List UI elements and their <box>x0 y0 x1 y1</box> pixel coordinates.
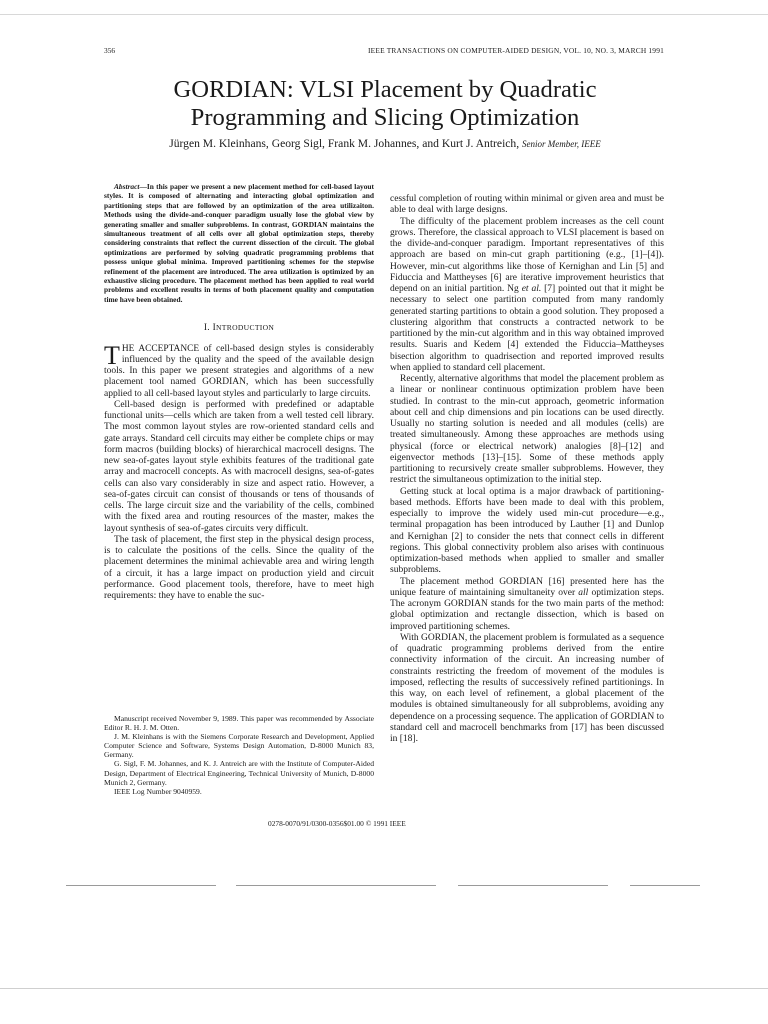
scan-line-4 <box>630 885 700 886</box>
scan-line-2 <box>236 885 436 886</box>
page-number: 356 <box>104 46 116 55</box>
body-paragraph-1: The difficulty of the placement problem increases as the cell count grows. Therefore, the classical approach to VLSI placement is based on the divide-and-conquer paradigm. Important representatives of this approach are based on min-cut graph partitioning (e.g., [1]–[4]). However, min-cut algorithms like those of Kernighan and Lin [5] and Fiduccia and Mattheyses [6] are iterative improvement heuristics that depend on an initial partition. Ng et al. [7] pointed out that it might be necessary to select one partition computed from many randomly generated starting partitions to obtain a good solution. They proposed a clustering algorithm that constructs a contracted network to be partitioned by the min-cut algorithm and in this way obtained improved results. Suaris and Kedem [4] extended the Fiduccia–Mattheyses bisection algorithm to quadrisection and reported improved results when applied to standard cell placement. <box>390 216 664 373</box>
footnotes <box>104 714 374 796</box>
footnote-affiliations: G. Sigl, F. M. Johannes, and K. J. Antreich are with the Institute of Computer-Aided Design, Department of Electrical Engineering, Technical University of Munich, D-8000 Munich 2, Germany. <box>104 759 374 787</box>
continued-paragraph: cessful completion of routing within minimal or given area and must be able to deal with large designs. <box>390 194 664 216</box>
left-column <box>104 182 374 602</box>
intro-paragraph-2: Cell-based design is performed with predefined or adaptable functional units—cells which are taken from a well tested cell library. The most common layout styles are row-oriented standard cells and gate arrays. Standard cell circuits may either be complete chips or may form macros (building blocks) of hierarchical macrocell designs. The new sea-of-gates layout style exhibits features of the traditional gate array and macrocell concepts. As with macrocell designs, sea-of-gates cells can also vary considerably in size and aspect ratio. However, a sea-of-gates circuit can consist of thousands or tens of thousands of cells. The large circuit size and the variability of the cells, combined with the fixed area and routing resources of the master, makes the layout synthesis of sea-of-gates circuits very difficult. <box>104 399 374 534</box>
author-names: Jürgen M. Kleinhans, Georg Sigl, Frank M. Johannes, and Kurt J. Antreich, <box>169 137 520 150</box>
body-paragraph-5: With GORDIAN, the placement problem is formulated as a sequence of quadratic programming problems derived from the entire connectivity information of the circuit. An increasing number of constraints restricting the freedom of movement of the modules is imposed, reflecting the results of successively refined partitionings. In this way, on each level of refinement, a global placement of the modules is obtained simultaneously for all subproblems, avoiding any dependence on a processing sequence. The application of GORDIAN to standard cell and macrocell benchmarks from [17] has been discussed in [18]. <box>390 632 664 744</box>
section-heading-introduction: I. INTRODUCTION <box>203 323 275 334</box>
scan-line-3 <box>458 885 608 886</box>
abstract <box>104 182 374 304</box>
intro-paragraph-1: THE ACCEPTANCE of cell-based design styles is considerably influenced by the quality and the speed of the available design tools. In this paper we present strategies and algorithms of a new placement tool named GORDIAN, which has been successfully applied to all cell-based layout styles and particularly to large circuits. <box>104 340 374 399</box>
body-paragraph-2: Recently, alternative algorithms that model the placement problem as a linear or nonlinear continuous optimization problem have been studied. In contrast to the min-cut approach, geometric information about cell and chip dimensions and pin locations can be used directly. Usually no starting solution is needed and all modules (cells) are treated simultaneously. Among these approaches are methods using physical (force or electrical network) analogies [8]–[12] and eigenvector methods [13]–[15]. Some of these methods apply partitioning to recursively create smaller subproblems. However, they restrict the simultaneous optimization to the initial step. <box>390 374 664 486</box>
intro-paragraph-3: The task of placement, the first step in the physical design process, is to calculate the positions of the cells. Since the quality of the placement determines the minimal achievable area and wiring length of a circuit, it has a large impact on production yield and circuit performance. Good placement tools, therefore, have to meet high requirements: they have to enable the suc- <box>104 534 374 602</box>
footnote-log-number: IEEE Log Number 9040959. <box>114 786 202 796</box>
author-membership: Senior Member, IEEE <box>522 139 601 149</box>
title-line-2: Programming and Slicing Optimization <box>190 104 580 131</box>
running-header <box>104 46 664 58</box>
lead-caps: HE ACCEPTANCE <box>121 343 200 354</box>
paper-title <box>80 76 690 132</box>
copyright-line: 0278-0070/91/0300-0356$01.00 © 1991 IEEE <box>268 819 406 828</box>
title-line-1: GORDIAN: VLSI Placement by Quadratic <box>173 76 597 103</box>
author-line <box>80 137 690 150</box>
abstract-lead: Abstract <box>114 182 140 191</box>
abstract-text: —In this paper we present a new placement method for cell-based layout styles. It is composed of alternating and interacting global optimization and partitioning steps that are followed by an optimization of the area utilizaiton. Methods using the divide-and-conquer paradigm usually lose the global view by generating smaller and smaller subproblems. In contrast, GORDIAN maintains the simultaneous treatment of all cells over all global optimization steps, thereby considering constraints that reflect the current dissection of the circuit. The global optimizations are performed by solving quadratic programming problems that possess unique global minima. Improved partitioning schemes for the stepwise refinement of the placement are introduced. The area utilization is optimized by an exhaustive slicing procedure. The placement method has been applied to real world problems and excellent results in terms of both placement quality and computation time have been obtained. <box>104 182 374 304</box>
scan-bottom-edge <box>0 988 768 989</box>
footnote-received: Manuscript received November 9, 1989. This paper was recommended by Associate Editor R. H. J. M. Otten. <box>104 714 374 733</box>
drop-cap: T <box>104 340 120 370</box>
right-column <box>390 194 664 745</box>
body-paragraph-4: The placement method GORDIAN [16] presented here has the unique feature of maintaining simultaneity over all optimization steps. The acronym GORDIAN stands for the two main parts of the method: global optimization and rectangle dissection, which is based on improved partitioning schemes. <box>390 576 664 632</box>
scan-top-edge <box>0 14 768 15</box>
footnote-kleinhans: J. M. Kleinhans is with the Siemens Corporate Research and Development, Applied Computer Science and Software, Systems Design Automation, D-8000 Munich 83, Germany. <box>104 732 374 760</box>
journal-citation: IEEE TRANSACTIONS ON COMPUTER-AIDED DESIGN, VOL. 10, NO. 3, MARCH 1991 <box>367 46 664 55</box>
scan-line-1 <box>66 885 216 886</box>
body-paragraph-3: Getting stuck at local optima is a major drawback of partitioning-based methods. Efforts have been made to deal with this problem, especially to improve the widely used min-cut procedure—e.g., terminal propagation has been introduced by Lauther [1] and Dunlop and Kernighan [2] to consider the nets that connect cells in different regions. This global connectivity problem also arises with continuous optimization-based methods when applied to smaller and smaller subproblems. <box>390 486 664 576</box>
